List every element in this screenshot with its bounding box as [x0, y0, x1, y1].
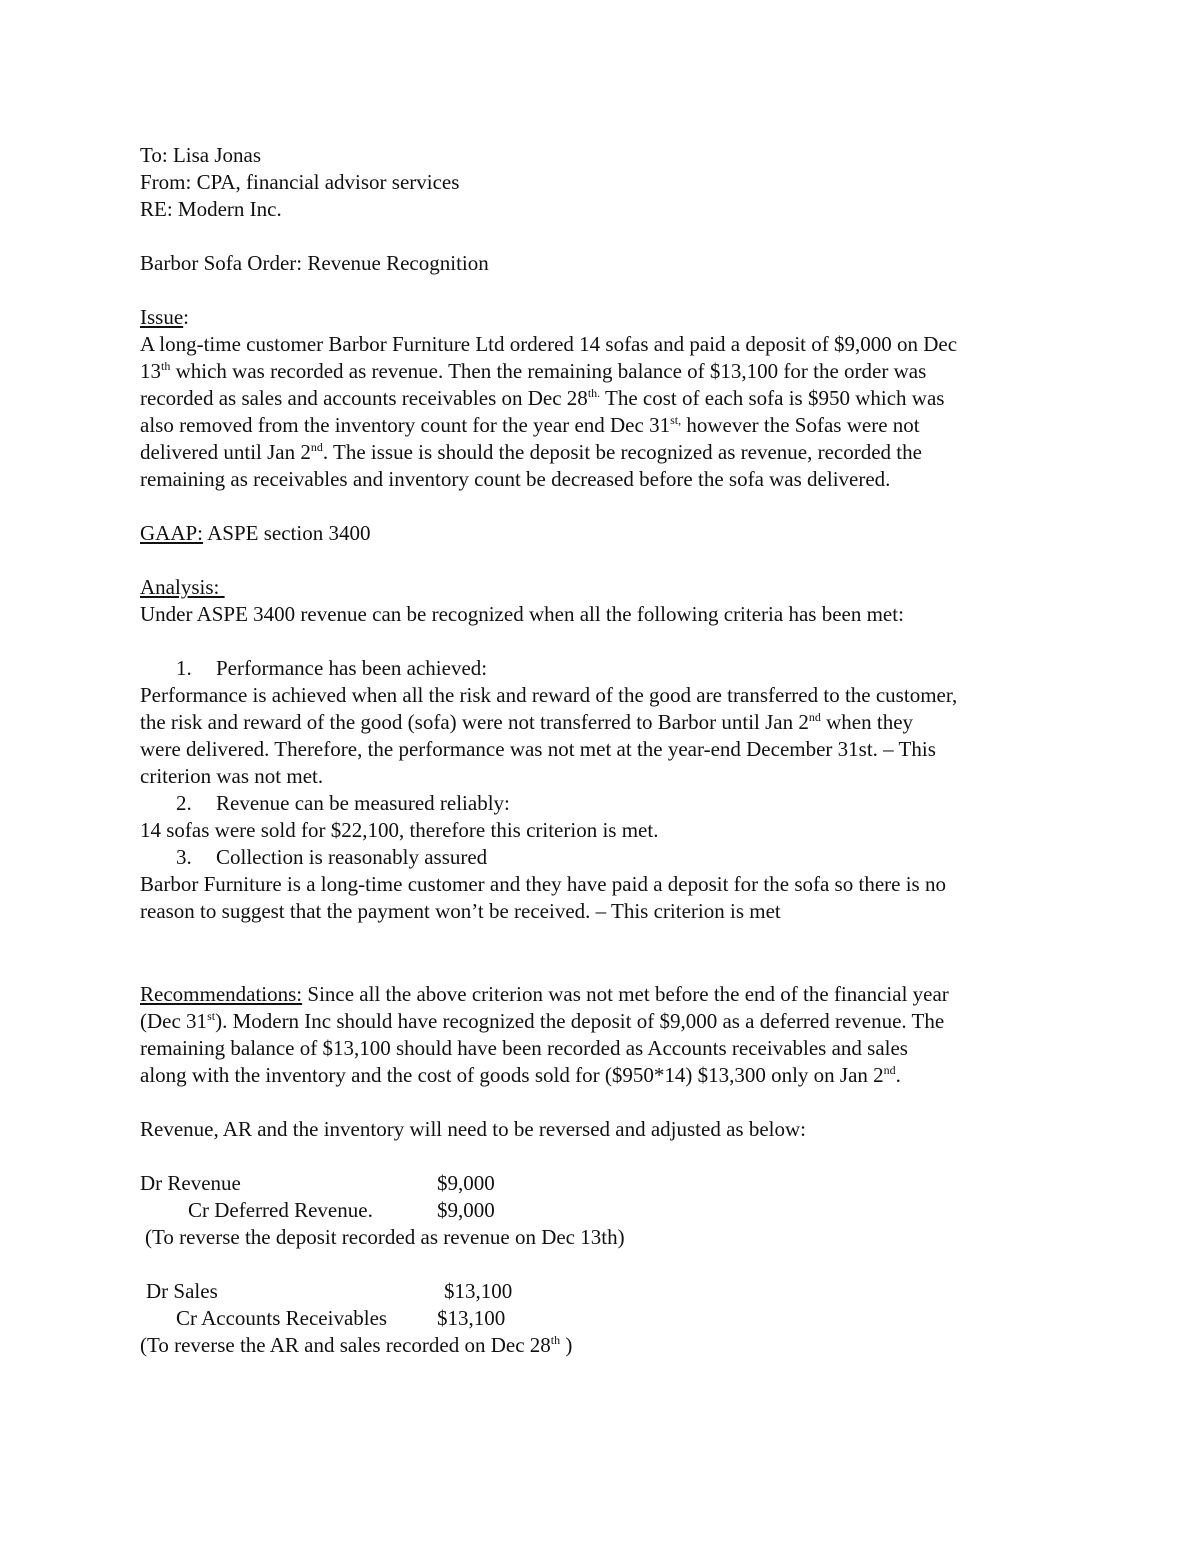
issue-heading: Issue [140, 305, 184, 329]
gaap-heading: GAAP: [140, 521, 204, 545]
criterion-2-title: 2. Revenue can be measured reliably: [176, 791, 510, 815]
entry-2-credit-label: Cr Accounts Receivables [176, 1306, 388, 1330]
analysis-intro: Under ASPE 3400 revenue can be recognized when all the following criteria has been met: [140, 602, 904, 626]
issue-line: A long-time customer Barbor Furniture Ltd ordered 14 sofas and paid a deposit of $9,000 on Dec [140, 332, 958, 356]
criterion-3-text: Barbor Furniture is a long-time customer and they have paid a deposit for the sofa so there is no [140, 872, 946, 896]
criterion-1-title: 1. Performance has been achieved: [176, 656, 488, 680]
entry-1-debit-amount: $9,000 [437, 1171, 495, 1195]
recommendations-line: Recommendations: Since all the above criterion was not met before the end of the financial year [140, 982, 949, 1006]
issue-colon: : [183, 305, 190, 329]
issue-line: 13th which was recorded as revenue. Then the remaining balance of $13,100 for the order was [140, 359, 927, 383]
entry-2-debit-label: Dr Sales [146, 1279, 218, 1303]
criterion-3-text: reason to suggest that the payment won’t be received. – This criterion is met [140, 899, 781, 923]
memo-from: From: CPA, financial advisor services [140, 170, 460, 194]
memo-re: RE: Modern Inc. [140, 197, 282, 221]
issue-line: delivered until Jan 2nd. The issue is should the deposit be recognized as revenue, recorded the [140, 440, 922, 464]
analysis-heading: Analysis: [140, 575, 225, 599]
entry-1-credit-label: Cr Deferred Revenue. [188, 1198, 373, 1222]
entry-2-note: (To reverse the AR and sales recorded on Dec 28th ) [140, 1333, 573, 1357]
memo-title: Barbor Sofa Order: Revenue Recognition [140, 251, 489, 275]
entry-2-debit-amount: $13,100 [444, 1279, 513, 1303]
entry-1-credit-amount: $9,000 [437, 1198, 495, 1222]
criterion-1-text: criterion was not met. [140, 764, 324, 788]
criterion-2-text: 14 sofas were sold for $22,100, therefore this criterion is met. [140, 818, 659, 842]
entry-1-note: (To reverse the deposit recorded as revenue on Dec 13th) [145, 1225, 625, 1249]
criterion-1-text: the risk and reward of the good (sofa) were not transferred to Barbor until Jan 2nd when they [140, 710, 914, 734]
issue-heading-line [140, 304, 189, 331]
recommendations-heading: Recommendations: [140, 982, 303, 1006]
issue-line: recorded as sales and accounts receivables on Dec $28^{th.}$ The cost of each sofa is $950 which was [140, 386, 945, 410]
recommendations-line: remaining balance of $13,100 should have been recorded as Accounts receivables and sales [140, 1036, 908, 1060]
memo-to: To: Lisa Jonas [140, 143, 262, 167]
recommendations-line: along with the inventory and the cost of goods sold for ($950*14) $13,300 only on Jan 2nd. [140, 1063, 901, 1087]
analysis-heading-line [140, 574, 225, 601]
criterion-1-text: Performance is achieved when all the risk and reward of the good are transferred to the customer, [140, 683, 958, 707]
criterion-1-text: were delivered. Therefore, the performance was not met at the year-end December 31st. – This [140, 737, 936, 761]
issue-line: also removed from the inventory count for the year end Dec $31^{st,}$ however the Sofas were not [140, 413, 920, 437]
issue-line: remaining as receivables and inventory count be decreased before the sofa was delivered. [140, 467, 891, 491]
entry-2-credit-amount: $13,100 [437, 1306, 506, 1330]
gaap-line [140, 520, 370, 547]
criterion-3-title: 3. Collection is reasonably assured [176, 845, 488, 869]
entries-intro: Revenue, AR and the inventory will need to be reversed and adjusted as below: [140, 1117, 806, 1141]
gaap-text: ASPE section 3400 [203, 521, 371, 545]
entry-1-debit-label: Dr Revenue [140, 1171, 241, 1195]
recommendations-line: (Dec 31st). Modern Inc should have recognized the deposit of $9,000 as a deferred revenue. The [140, 1009, 945, 1033]
